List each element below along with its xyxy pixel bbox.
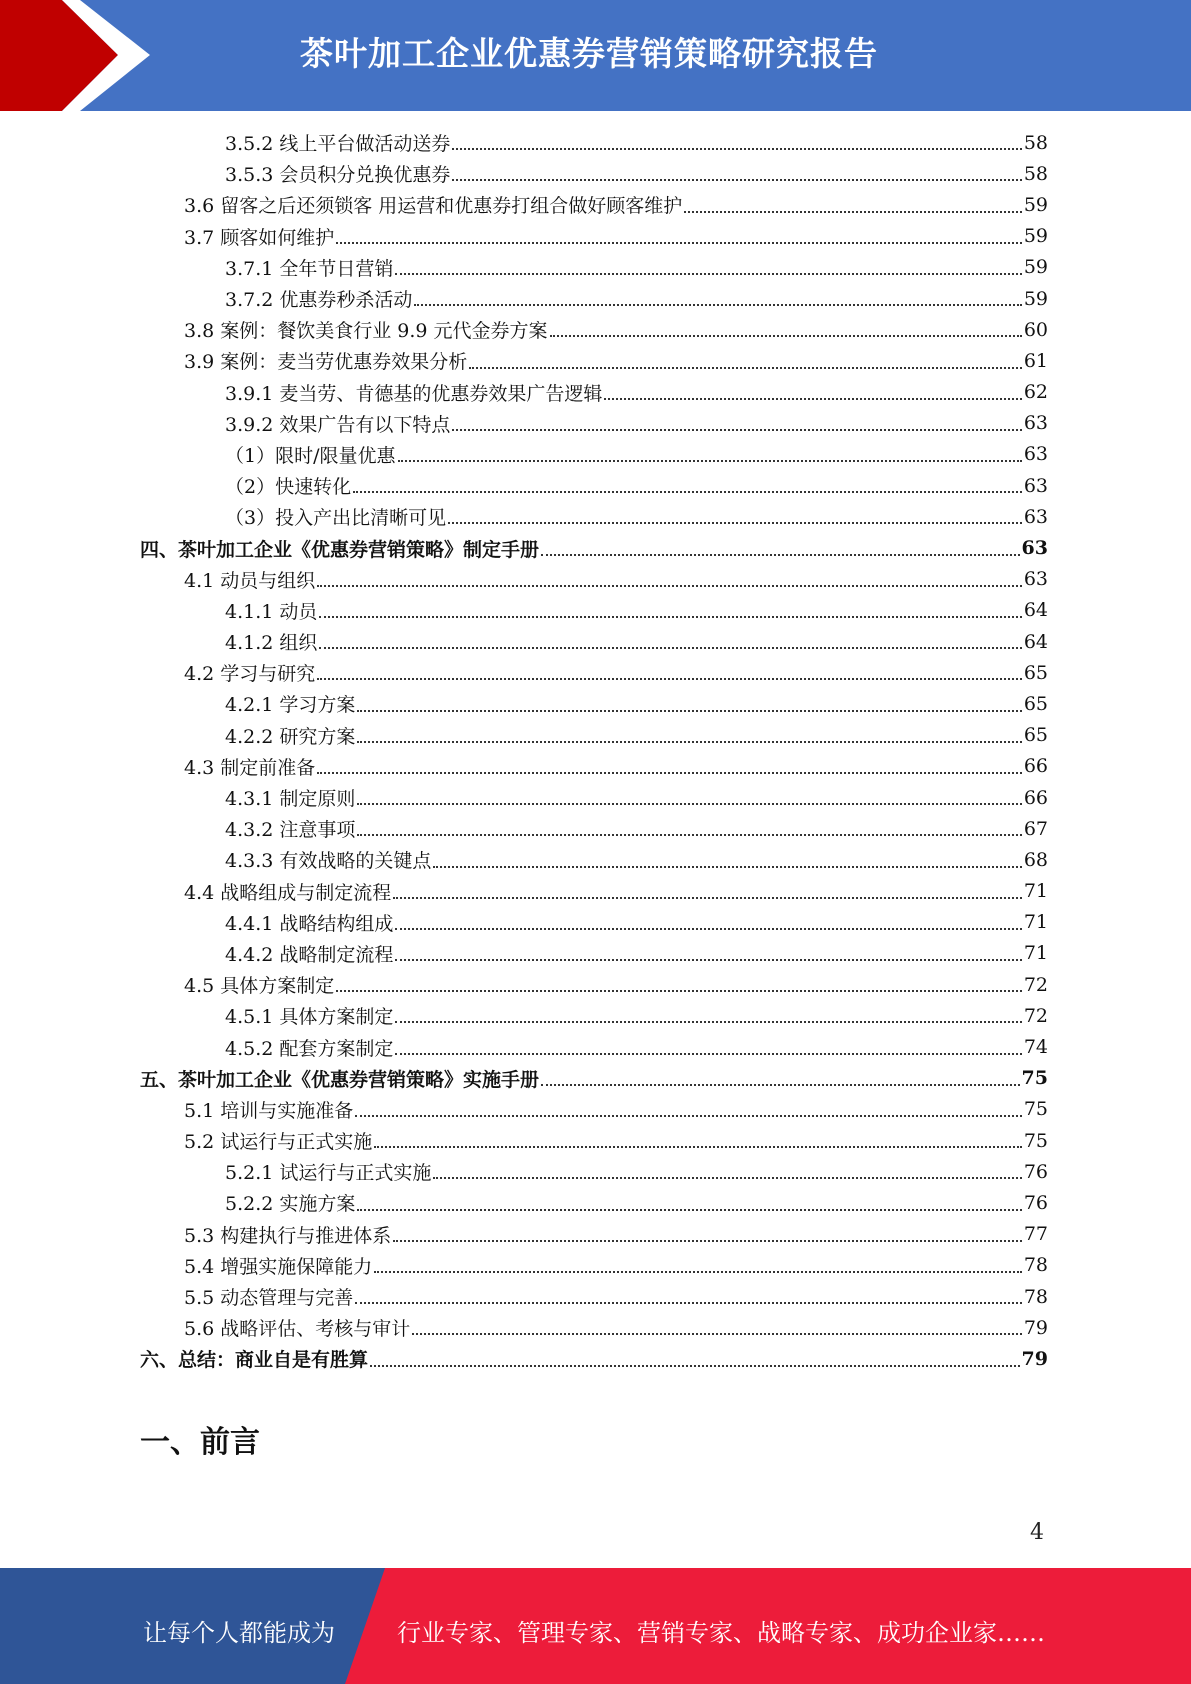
toc-dot-leader — [684, 211, 1022, 213]
toc-entry[interactable] — [140, 158, 1048, 189]
toc-dot-leader — [355, 1302, 1022, 1304]
toc-entry-label: 4.4.2 战略制定流程 — [225, 943, 394, 966]
toc-dot-leader — [604, 398, 1021, 400]
toc-entry[interactable] — [140, 1063, 1048, 1094]
toc-dot-leader — [393, 1240, 1022, 1242]
toc-dot-leader — [336, 242, 1022, 244]
toc-dot-leader — [374, 1271, 1022, 1273]
toc-entry-page: 63 — [1023, 568, 1048, 591]
toc-entry-page: 64 — [1023, 599, 1048, 622]
report-title: 茶叶加工企业优惠券营销策略研究报告 — [300, 34, 878, 73]
toc-entry-page: 68 — [1023, 848, 1048, 871]
toc-entry-page: 63 — [1023, 412, 1048, 435]
toc-entry-page: 78 — [1023, 1254, 1048, 1277]
toc-dot-leader — [414, 304, 1021, 306]
toc-entry-label: 5.2.2 实施方案 — [225, 1193, 356, 1216]
toc-entry[interactable] — [140, 626, 1048, 657]
toc-entry-label: 4.1.1 动员 — [225, 600, 318, 623]
toc-entry-page: 59 — [1023, 193, 1048, 216]
toc-dot-leader — [374, 1146, 1022, 1148]
toc-entry-label: 五、茶叶加工企业《优惠券营销策略》实施手册 — [140, 1068, 540, 1091]
toc-entry[interactable] — [140, 252, 1048, 283]
toc-dot-leader — [357, 834, 1021, 836]
toc-dot-leader — [370, 1365, 1020, 1367]
toc-entry[interactable] — [140, 314, 1048, 345]
toc-dot-leader — [353, 491, 1022, 493]
toc-dot-leader — [452, 429, 1021, 431]
toc-entry-page: 79 — [1023, 1316, 1048, 1339]
toc-entry-label: 4.2.1 学习方案 — [225, 694, 356, 717]
toc-entry-page: 63 — [1023, 474, 1048, 497]
toc-entry-label: 5.2 试运行与正式实施 — [184, 1131, 373, 1154]
toc-entry[interactable] — [140, 377, 1048, 408]
toc-entry[interactable] — [140, 1031, 1048, 1062]
toc-entry-label: 四、茶叶加工企业《优惠券营销策略》制定手册 — [140, 538, 540, 561]
toc-entry-page: 58 — [1023, 162, 1048, 185]
toc-entry-label: （1）限时/限量优惠 — [225, 444, 396, 467]
toc-entry[interactable] — [140, 345, 1048, 376]
toc-entry-page: 79 — [1021, 1347, 1048, 1370]
toc-entry-label: 5.2.1 试运行与正式实施 — [225, 1162, 432, 1185]
toc-dot-leader — [395, 273, 1021, 275]
toc-entry[interactable] — [140, 439, 1048, 470]
toc-entry-page: 78 — [1023, 1285, 1048, 1308]
toc-entry-page: 71 — [1023, 911, 1048, 934]
toc-dot-leader — [395, 959, 1021, 961]
toc-entry[interactable] — [140, 1125, 1048, 1156]
toc-entry-label: 4.5.1 具体方案制定 — [225, 1006, 394, 1029]
toc-entry-label: 5.3 构建执行与推进体系 — [184, 1224, 392, 1247]
toc-entry[interactable] — [140, 876, 1048, 907]
toc-dot-leader — [393, 897, 1022, 899]
toc-entry-page: 59 — [1023, 287, 1048, 310]
toc-entry-label: 3.6 留客之后还须锁客 用运营和优惠券打组合做好顾客维护 — [184, 195, 683, 218]
toc-entry[interactable] — [140, 1156, 1048, 1187]
toc-entry[interactable] — [140, 720, 1048, 751]
toc-entry-label: （2）快速转化 — [225, 476, 352, 499]
toc-entry-label: 3.8 案例：餐饮美食行业 9.9 元代金券方案 — [184, 320, 548, 343]
toc-dot-leader — [452, 179, 1021, 181]
toc-dot-leader — [412, 1333, 1022, 1335]
toc-dot-leader — [355, 1115, 1022, 1117]
toc-entry-page: 61 — [1023, 349, 1048, 372]
toc-entry[interactable] — [140, 501, 1048, 532]
toc-entry-page: 72 — [1023, 973, 1048, 996]
toc-dot-leader — [469, 367, 1022, 369]
toc-entry-page: 75 — [1023, 1129, 1048, 1152]
toc-entry-label: 3.7 顾客如何维护 — [184, 226, 335, 249]
toc-entry[interactable] — [140, 595, 1048, 626]
toc-entry-label: 5.1 培训与实施准备 — [184, 1099, 354, 1122]
toc-dot-leader — [452, 148, 1021, 150]
toc-entry-page: 65 — [1023, 724, 1048, 747]
footer-slogan-left: 让每个人都能成为 — [143, 1619, 335, 1647]
toc-dot-leader — [317, 678, 1022, 680]
toc-entry-page: 66 — [1023, 755, 1048, 778]
toc-entry-page: 75 — [1021, 1067, 1048, 1090]
toc-entry[interactable] — [140, 1094, 1048, 1125]
toc-entry[interactable] — [140, 1343, 1048, 1374]
toc-dot-leader — [550, 335, 1022, 337]
toc-entry[interactable] — [140, 844, 1048, 875]
toc-dot-leader — [317, 585, 1022, 587]
toc-entry[interactable] — [140, 1000, 1048, 1031]
toc-dot-leader — [541, 554, 1020, 556]
section-heading: 一、前言 — [140, 1425, 260, 1460]
toc-dot-leader — [433, 866, 1021, 868]
toc-entry-page: 58 — [1023, 131, 1048, 154]
toc-dot-leader — [319, 616, 1021, 618]
toc-entry[interactable] — [140, 127, 1048, 158]
toc-dot-leader — [395, 1021, 1021, 1023]
toc-entry[interactable] — [140, 751, 1048, 782]
toc-entry[interactable] — [140, 1219, 1048, 1250]
toc-entry-label: 4.1 动员与组织 — [184, 569, 316, 592]
toc-dot-leader — [395, 928, 1021, 930]
page-header — [0, 0, 1191, 111]
toc-entry-page: 60 — [1023, 318, 1048, 341]
toc-entry[interactable] — [140, 1281, 1048, 1312]
toc-entry[interactable] — [140, 657, 1048, 688]
toc-entry[interactable] — [140, 1312, 1048, 1343]
toc-entry-label: 4.3.3 有效战略的关键点 — [225, 850, 432, 873]
toc-entry-label: 3.9.2 效果广告有以下特点 — [225, 413, 451, 436]
toc-entry-page: 59 — [1023, 256, 1048, 279]
toc-entry-label: 4.1.2 组织 — [225, 632, 318, 655]
toc-dot-leader — [357, 803, 1021, 805]
toc-entry[interactable] — [140, 813, 1048, 844]
toc-entry-label: 4.4 战略组成与制定流程 — [184, 881, 392, 904]
toc-entry[interactable] — [140, 283, 1048, 314]
toc-entry-page: 74 — [1023, 1036, 1048, 1059]
toc-entry-label: 4.5 具体方案制定 — [184, 975, 335, 998]
toc-entry-label: 4.4.1 战略结构组成 — [225, 912, 394, 935]
toc-entry-label: 3.9 案例：麦当劳优惠券效果分析 — [184, 351, 468, 374]
toc-entry-label: 3.5.3 会员积分兑换优惠券 — [225, 164, 451, 187]
toc-entry-label: 3.5.2 线上平台做活动送券 — [225, 133, 451, 156]
table-of-contents — [140, 127, 1048, 1375]
toc-entry[interactable] — [140, 907, 1048, 938]
header-arrow-decoration — [0, 0, 200, 111]
toc-entry-label: 3.9.1 麦当劳、肯德基的优惠券效果广告逻辑 — [225, 382, 603, 405]
toc-entry-label: 4.3.2 注意事项 — [225, 819, 356, 842]
toc-entry-page: 71 — [1023, 942, 1048, 965]
toc-entry-page: 76 — [1023, 1191, 1048, 1214]
toc-dot-leader — [448, 522, 1022, 524]
toc-entry[interactable] — [140, 408, 1048, 439]
toc-entry-label: 4.5.2 配套方案制定 — [225, 1037, 394, 1060]
toc-entry-page: 77 — [1023, 1223, 1048, 1246]
toc-entry-label: 4.3 制定前准备 — [184, 756, 316, 779]
toc-entry[interactable] — [140, 532, 1048, 563]
toc-entry-label: 5.5 动态管理与完善 — [184, 1287, 354, 1310]
toc-entry-label: 3.7.2 优惠券秒杀活动 — [225, 289, 413, 312]
toc-dot-leader — [336, 990, 1022, 992]
toc-entry[interactable] — [140, 1250, 1048, 1281]
toc-dot-leader — [317, 772, 1022, 774]
toc-entry[interactable] — [140, 688, 1048, 719]
toc-dot-leader — [395, 1053, 1021, 1055]
toc-entry-page: 75 — [1023, 1098, 1048, 1121]
toc-entry-page: 63 — [1021, 537, 1048, 560]
toc-entry-page: 62 — [1023, 381, 1048, 404]
toc-entry-label: （3）投入产出比清晰可见 — [225, 507, 447, 530]
toc-entry-label: 5.6 战略评估、考核与审计 — [184, 1318, 411, 1341]
toc-entry-page: 65 — [1023, 692, 1048, 715]
toc-dot-leader — [319, 647, 1021, 649]
footer-slogan-right: 行业专家、管理专家、营销专家、战略专家、成功企业家…… — [397, 1619, 1045, 1647]
toc-entry[interactable] — [140, 189, 1048, 220]
toc-entry-label: 4.2 学习与研究 — [184, 663, 316, 686]
toc-entry-page: 59 — [1023, 225, 1048, 248]
page-footer — [0, 1568, 1191, 1684]
toc-entry-label: 4.3.1 制定原则 — [225, 788, 356, 811]
toc-entry[interactable] — [140, 1187, 1048, 1218]
toc-entry-page: 76 — [1023, 1160, 1048, 1183]
toc-entry-page: 63 — [1023, 443, 1048, 466]
toc-entry[interactable] — [140, 470, 1048, 501]
toc-entry-page: 65 — [1023, 661, 1048, 684]
toc-entry[interactable] — [140, 221, 1048, 252]
toc-dot-leader — [398, 460, 1022, 462]
toc-entry-label: 4.2.2 研究方案 — [225, 725, 356, 748]
toc-entry-page: 71 — [1023, 880, 1048, 903]
toc-entry[interactable] — [140, 782, 1048, 813]
toc-entry-label: 3.7.1 全年节日营销 — [225, 257, 394, 280]
toc-entry-label: 六、总结：商业自是有胜算 — [140, 1349, 369, 1372]
toc-dot-leader — [357, 710, 1021, 712]
toc-entry-page: 63 — [1023, 505, 1048, 528]
toc-entry-page: 64 — [1023, 630, 1048, 653]
toc-entry[interactable] — [140, 564, 1048, 595]
toc-entry[interactable] — [140, 938, 1048, 969]
toc-dot-leader — [357, 741, 1021, 743]
toc-entry-label: 5.4 增强实施保障能力 — [184, 1255, 373, 1278]
toc-entry[interactable] — [140, 969, 1048, 1000]
page-number: 4 — [1030, 1520, 1044, 1545]
toc-dot-leader — [541, 1084, 1020, 1086]
toc-entry-page: 72 — [1023, 1004, 1048, 1027]
toc-dot-leader — [357, 1209, 1021, 1211]
toc-entry-page: 67 — [1023, 817, 1048, 840]
toc-dot-leader — [433, 1177, 1021, 1179]
toc-entry-page: 66 — [1023, 786, 1048, 809]
